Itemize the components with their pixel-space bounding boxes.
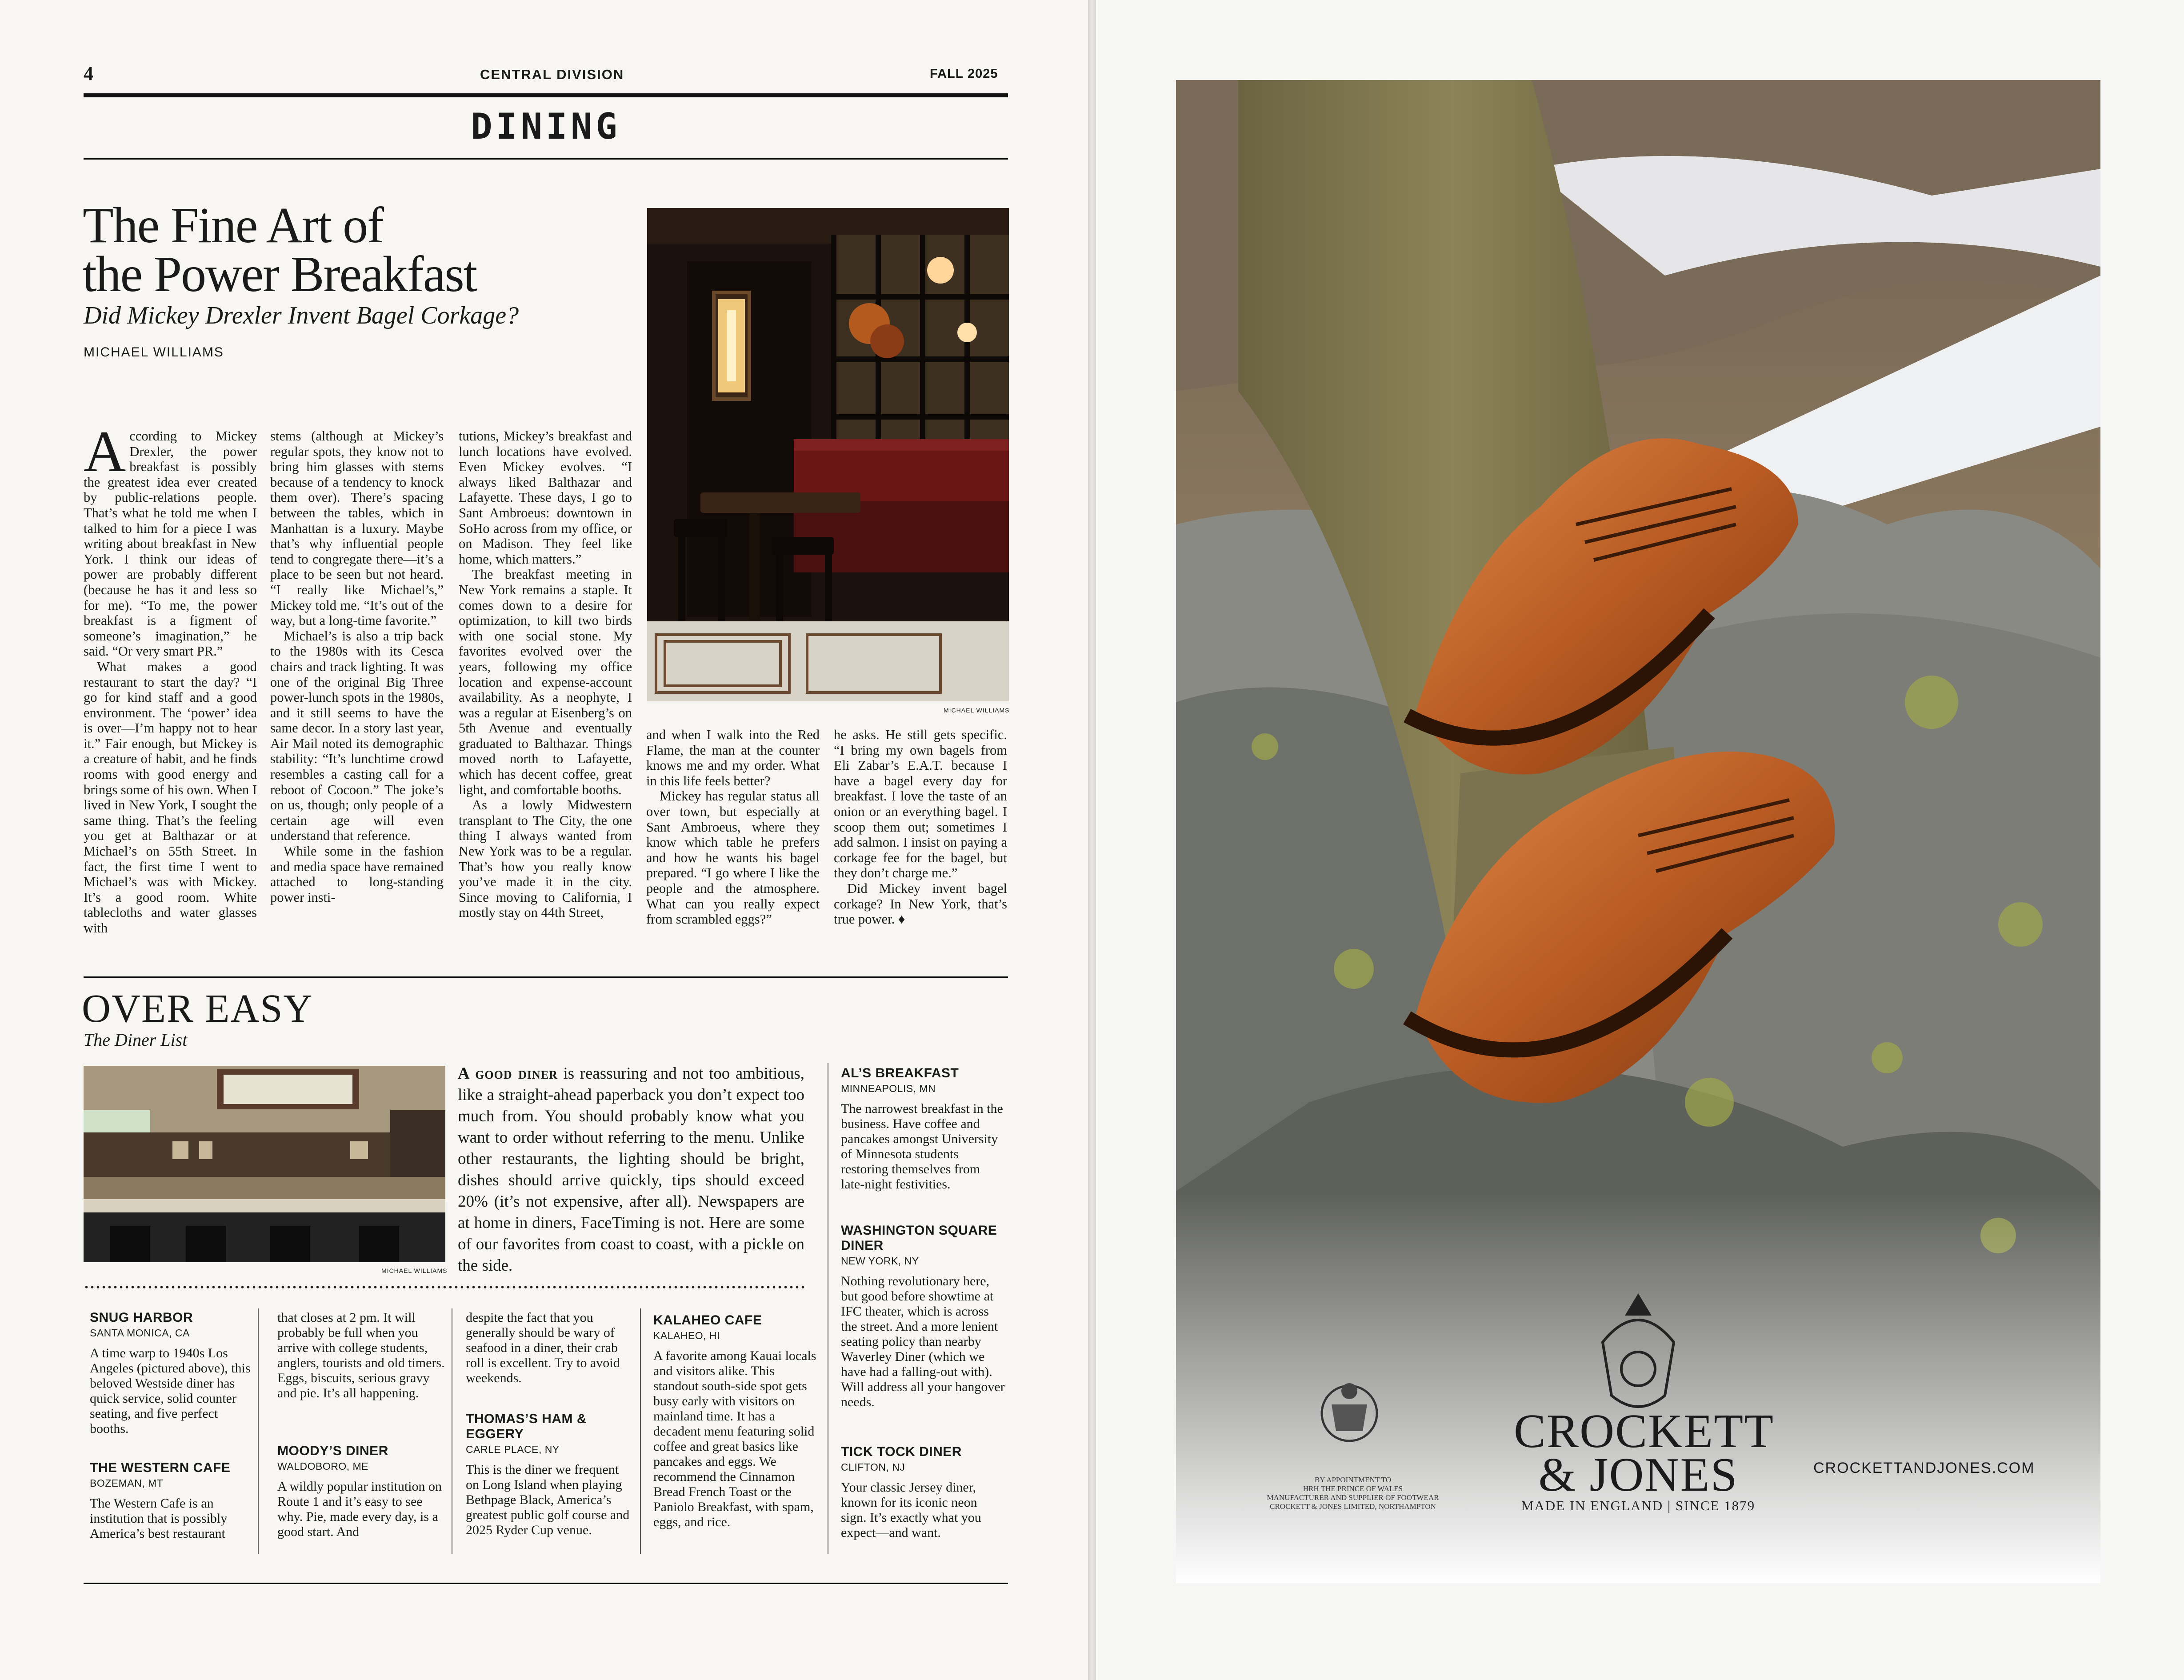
diner-description: This is the diner we frequent on Long Island when playing Bethpage Black, America’s greatest public golf course and 2025 Ryder Cup venue.	[466, 1462, 630, 1537]
diner-entry	[841, 1223, 1005, 1410]
brand-logo	[1514, 1405, 1775, 1501]
diner-location: KALAHEO, HI	[653, 1330, 720, 1341]
paragraph-text: ccording to Mickey Drexler, the power breakfast is possibly the greatest idea ever created by public-relations people. That’s what he told me when I talked to him for a piece I was writing about breakfast in New York. I think our ideas of power are probably different (because he has it and less so for me). “To me, the power breakfast is a figment of someone’s imagination,” he said. “Or very smart PR.”	[84, 428, 257, 659]
royal-warrant	[1255, 1476, 1451, 1511]
drop-cap: A	[84, 419, 126, 484]
paragraph: The breakfast meeting in New York remains a staple. It comes down to a desire for optimization, to kill two birds with one social stone. My favorites evolved over the years, following my office location and expense-account availability. As a neophyte, I was a regular at Eisenberg’s on 5th Avenue and eventually graduated to Balthazar. Things moved north to Lafayette, which has decent coffee, great light, and comfortable booths.	[459, 567, 632, 797]
section-rule	[84, 158, 1008, 160]
brand-name-line: CROCKETT	[1514, 1405, 1775, 1458]
paragraph: Mickey has regular status all over town, but especially at Sant Ambroeus, where they know which table he prefers and how he wants his bagel prepared. “I go where I like the people and the atmosphere. What can you really expect from scrambled eggs?”	[646, 788, 820, 927]
diner-description: The narrowest breakfast in the business. Have coffee and pancakes amongst University of Minnesota students restoring themselves from late-night festivities.	[841, 1101, 1003, 1192]
brand-tagline: MADE IN ENGLAND | SINCE 1879	[1521, 1498, 1756, 1513]
paragraph: stems (although at Mickey’s regular spots, they know not to bring him glasses with stems because of a tendency to knock them over). There’s spacing between the tables, which in Manhattan is a luxury. Maybe that’s why influential people tend to congregate there—it’s a place to be seen but not heard. “I really like Michael’s,” Mickey told me. “It’s out of the way, but a long-time favorite.”	[270, 428, 444, 628]
section-divider	[84, 976, 1008, 978]
boots-on-rocks-photo	[1176, 80, 2100, 1583]
diner-name: WASHINGTON SQUARE DINER	[841, 1223, 997, 1253]
column-rule	[640, 1308, 641, 1554]
warrant-line: CROCKETT & JONES LIMITED, NORTHAMPTON	[1270, 1502, 1436, 1511]
diner-description: A wildly popular institution on Route 1 and it’s easy to see why. Pie, made every day, is a good start. And	[277, 1479, 442, 1539]
diner-location: CLIFTON, NJ	[841, 1461, 905, 1473]
diner-description: despite the fact that you generally should be wary of seafood in a diner, their crab roll is excellent. Try to avoid weekends.	[466, 1310, 620, 1385]
diner-entry-continued	[277, 1310, 446, 1401]
diner-description: The Western Cafe is an institution that is possibly America’s best restaurant	[90, 1496, 228, 1541]
diner-name: THOMAS’S HAM & EGGERY	[466, 1412, 587, 1441]
paragraph: While some in the fashion and media space have remained attached to long-standing power insti-	[270, 844, 444, 905]
left-page	[0, 0, 1088, 1680]
brand-website-link[interactable]: CROCKETTANDJONES.COM	[1813, 1460, 2035, 1476]
diner-location: SANTA MONICA, CA	[90, 1327, 190, 1339]
restaurant-interior-photo	[647, 208, 1009, 701]
division-label: CENTRAL DIVISION	[480, 67, 624, 82]
paragraph: As a lowly Midwestern transplant to The City, the one thing I always wanted from New York was to be a regular. That’s how you really know you’ve made it in the city. Since moving to California, I mostly stay on 44th Street,	[459, 797, 632, 920]
diner-name: SNUG HARBOR	[90, 1310, 193, 1325]
brand-name-line: & JONES	[1538, 1448, 1738, 1501]
intro-text: is reassuring and not too ambitious, like a straight-ahead paperback you don’t expect too much from. You should probably know what you want to order without referring to the menu. Unlike other restaurants, the lighting should be bright, dishes should arrive quickly, tips should exceed 20% (it’s not expensive, after all). Newspapers are at home in diners, FaceTiming is not. Here are some of our favorites from coast to coast, with a pickle on the side.	[458, 1064, 805, 1275]
diner-description: A time warp to 1940s Los Angeles (pictured above), this beloved Westside diner has quick service, solid counter seating, and five perfect booths.	[90, 1346, 251, 1436]
paragraph: and when I walk into the Red Flame, the man at the counter knows me and my order. What in this life feels better?	[646, 727, 820, 788]
diner-name: AL’S BREAKFAST	[841, 1066, 959, 1080]
sidebar-title: OVER EASY	[82, 987, 313, 1031]
page-number: 4	[84, 63, 93, 84]
section-title: DINING	[471, 106, 621, 147]
headline-line-2: the Power Breakfast	[83, 246, 477, 302]
issue-label: FALL 2025	[930, 67, 998, 81]
diner-description: Your classic Jersey diner, known for its iconic neon sign. It’s exactly what you expect—and want.	[841, 1480, 981, 1540]
diner-entry	[653, 1313, 822, 1530]
photo-credit: MICHAEL WILLIAMS	[944, 707, 1010, 714]
diner-entry	[466, 1412, 635, 1538]
diner-entry	[90, 1460, 259, 1541]
article-column-4	[646, 727, 820, 927]
diner-name: TICK TOCK DINER	[841, 1444, 962, 1459]
article-column-1	[84, 419, 257, 936]
diner-name: MOODY’S DINER	[277, 1444, 388, 1458]
diner-counter-photo	[84, 1066, 445, 1262]
paragraph: Michael’s is also a trip back to the 1980s with its Cesca chairs and track lighting. It was one of the original Big Three power-lunch spots in the 1980s, and it still seems to have the same decor. In a story last year, Air Mail noted its demographic stability: “It’s lunchtime crowd resembles a casting call for a reboot of Cocoon.” The joke’s on us, though; only people of a certain age will even understand that reference.	[270, 628, 444, 844]
crockett-jones-advertisement	[1176, 80, 2100, 1583]
right-page	[1096, 0, 2184, 1680]
intro-lead: A good diner	[458, 1064, 558, 1083]
warrant-line: MANUFACTURER AND SUPPLIER OF FOOTWEAR	[1267, 1493, 1439, 1502]
diner-entry	[841, 1066, 1005, 1192]
article-column-5	[834, 727, 1007, 927]
diner-location: CARLE PLACE, NY	[466, 1444, 560, 1455]
header-rule	[84, 93, 1008, 97]
article-column-3	[459, 428, 632, 920]
diner-location: BOZEMAN, MT	[90, 1477, 164, 1489]
article-column-2	[270, 428, 444, 905]
diner-location: WALDOBORO, ME	[277, 1460, 368, 1472]
diner-location: MINNEAPOLIS, MN	[841, 1083, 936, 1094]
warrant-line: BY APPOINTMENT TO	[1314, 1476, 1392, 1484]
article-byline: MICHAEL WILLIAMS	[84, 345, 224, 360]
article-subtitle: Did Mickey Drexler Invent Bagel Corkage?	[84, 302, 519, 329]
diner-name: THE WESTERN CAFE	[90, 1460, 231, 1475]
sidebar-subtitle: The Diner List	[84, 1030, 188, 1050]
paragraph	[84, 419, 257, 659]
article-headline	[83, 197, 616, 302]
footer-rule	[84, 1583, 1008, 1584]
paragraph: What makes a good restaurant to start the day? “I go for kind staff and a good environment. The ‘power’ idea is over—I’m happy not to hear it.” Fair enough, but Mickey is a creature of habit, and he finds rooms with good energy and brings some of his own. When I lived in New York, I sought the same thing. That’s the feeling you get at Balthazar or at Michael’s on 55th Street. In fact, the first time I went to Michael’s was with Mickey. It’s a good room. White tablecloths and water glasses with	[84, 659, 257, 936]
paragraph: Did Mickey invent bagel corkage? In New York, that’s true power. ♦	[834, 880, 1007, 927]
diner-entry	[277, 1444, 446, 1540]
diner-intro	[458, 1063, 804, 1276]
page-gutter	[1088, 0, 1096, 1680]
diner-description: Nothing revolutionary here, but good before showtime at IFC theater, which is across the street. And a more lenient seating policy than nearby Waverley Diner (which we have had a falling-out with). Will address all your hangover needs.	[841, 1274, 1005, 1409]
photo-credit: MICHAEL WILLIAMS	[381, 1267, 448, 1274]
paragraph: tutions, Mickey’s breakfast and lunch locations have evolved. Even Mickey evolves. “I always liked Balthazar and Lafayette. These days, I go to Sant Ambroeus: downtown in SoHo across from my office, or on Madison. They feel like home, which matters.”	[459, 428, 632, 567]
paragraph: he asks. He still gets specific. “I bring my own bagels from Eli Zabar’s E.A.T. because I have a bagel every day for breakfast. I love the taste of an onion or an everything bagel. I scoop them out; sometimes I add salmon. I insist on paying a corkage fee for the bagel, but they don’t charge me.”	[834, 727, 1007, 881]
warrant-line: HRH THE PRINCE OF WALES	[1303, 1484, 1403, 1493]
diner-entry	[841, 1444, 1005, 1540]
diner-location: NEW YORK, NY	[841, 1255, 919, 1267]
dotted-divider	[84, 1285, 804, 1289]
diner-description: that closes at 2 pm. It will probably be full when you arrive with college students, anglers, tourists and old timers. Eggs, biscuits, serious gravy and pie. It’s all happening.	[277, 1310, 445, 1400]
headline-line-1: The Fine Art of	[83, 197, 384, 253]
diner-entry-continued	[466, 1310, 635, 1386]
diner-entry	[90, 1310, 259, 1436]
diner-description: A favorite among Kauai locals and visitors alike. This standout south-side spot gets busy early with visitors on mainland time. It has a decadent menu featuring solid coffee and great basics like pancakes and eggs. We recommend the Cinnamon Bread French Toast or the Paniolo Breakfast, with spam, eggs, and rice.	[653, 1348, 816, 1529]
diner-name: KALAHEO CAFE	[653, 1313, 762, 1328]
